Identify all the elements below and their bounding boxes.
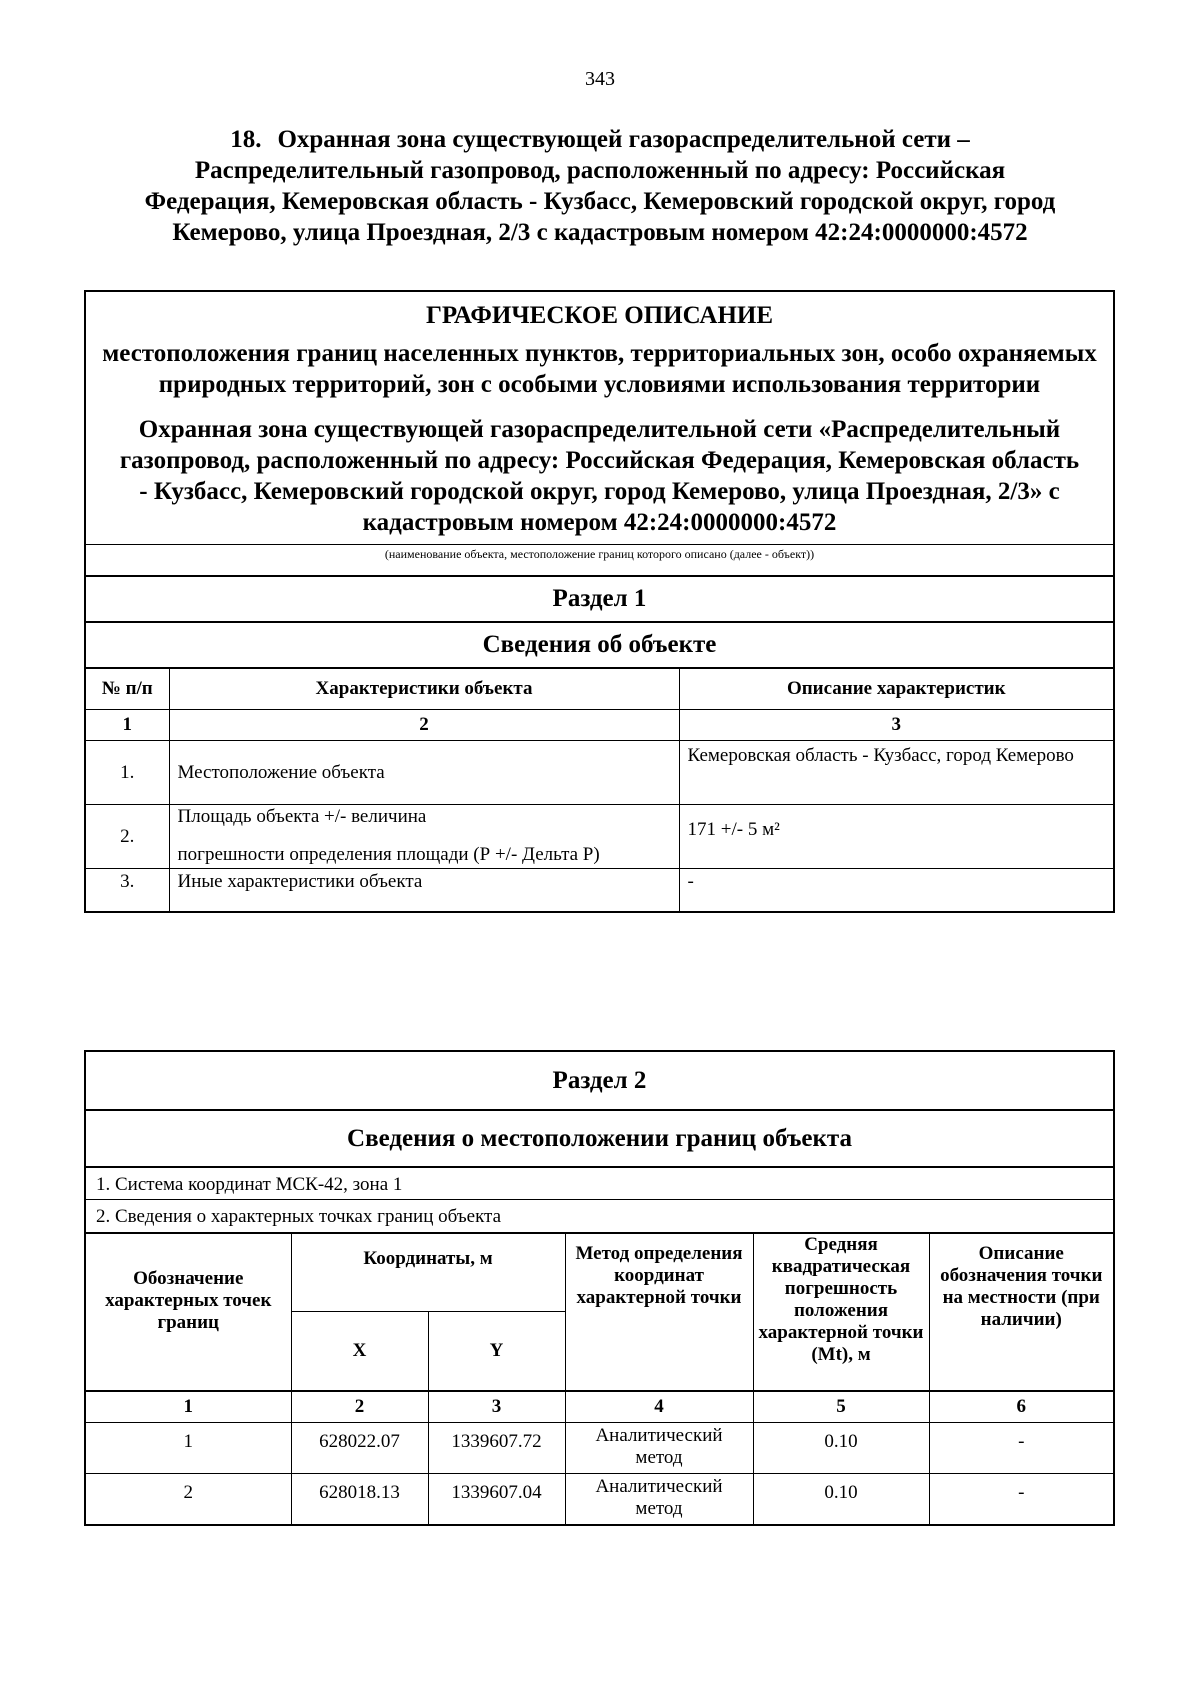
characteristic-cell: Иные характеристики объекта [169,869,679,911]
characteristic-line: Площадь объекта +/- величина [177,806,427,827]
characteristic-cell: Местоположение объекта [169,741,679,805]
column-number: 1 [86,1391,291,1423]
boundary-points-table [86,1232,1113,1524]
description-title: ГРАФИЧЕСКОЕ ОПИСАНИЕ [425,302,774,329]
description-subtitle: местоположения границ населенных пунктов, территориальных зон, особо охраняемых природных территорий, зон с особыми условиями использования территории [102,340,1097,398]
page-number: 343 [585,68,615,90]
column-number: 3 [428,1391,565,1423]
column-header-x: X [291,1311,428,1391]
column-number: 6 [929,1391,1113,1423]
description-cell: Кемеровская область - Кузбасс, город Кемерово [679,741,1113,805]
description-cell: - [679,869,1113,911]
point-cell: 1 [86,1423,291,1474]
y-cell: 1339607.04 [428,1474,565,1524]
table-row [86,741,1113,805]
heading-line: Кемерово, улица Проездная, 2/3 с кадастровым номером 42:24:0000000:4572 [172,219,1028,246]
table-row [86,1474,1113,1524]
section1-title: Раздел 1 [86,575,1113,621]
object-name: Охранная зона существующей газораспределительной сети «Распределительный газопровод, расположенный по адресу: Российская Федерация, Кемеровская область - Кузбасс, Кемеровский городской округ, город Кемерово, улица Проездная, 2/3» с кадастровым номером 42:24:0000000:4572 [119,416,1080,536]
column-header-method: Метод определения координат характерной точки [565,1233,753,1391]
table-header-row [86,1233,1113,1311]
heading-number: 18. [230,126,262,153]
column-number: 5 [753,1391,929,1423]
section2-title: Раздел 2 [552,1067,647,1094]
row-number: 2. [86,805,169,869]
column-header: Характеристики объекта [169,668,679,710]
point-description-cell: - [929,1474,1113,1524]
column-header-coordinates: Координаты, м [291,1233,565,1311]
column-number-row [86,710,1113,741]
table-row [86,805,1113,869]
x-cell: 628018.13 [291,1474,428,1524]
heading-line: Распределительный газопровод, расположенный по адресу: Российская [194,157,1006,184]
characteristic-cell [169,805,679,869]
heading-line: Охранная зона существующей газораспределительной сети – [277,126,970,153]
row-number: 3. [86,869,169,911]
table-row [86,1423,1113,1474]
column-header-description: Описание обозначения точки на местности (при наличии) [929,1233,1113,1391]
point-description-cell: - [929,1423,1113,1474]
row-number: 1. [86,741,169,805]
table-row [86,869,1113,911]
section2-subtitle: Сведения о местоположении границ объекта [86,1109,1113,1166]
y-cell: 1339607.72 [428,1423,565,1474]
points-caption: 2. Сведения о характерных точках границ объекта [86,1199,1113,1232]
description-cell: 171 +/- 5 м² [679,805,1113,869]
section1-subtitle: Сведения об объекте [86,621,1113,667]
column-number: 2 [291,1391,428,1423]
method-cell: Аналитический метод [565,1474,753,1524]
object-info-table [86,667,1113,911]
column-number: 2 [169,710,679,741]
section2-frame [84,1050,1115,1526]
characteristic-line: погрешности определения площади (Р +/- Дельта Р) [177,844,600,865]
point-cell: 2 [86,1474,291,1524]
column-number-row [86,1391,1113,1423]
column-number: 1 [86,710,169,741]
column-header-y: Y [428,1311,565,1391]
column-header: Описание характеристик [679,668,1113,710]
object-name-caption: (наименование объекта, местоположение границ которого описано (далее - объект)) [86,544,1113,575]
coordinate-system: 1. Система координат МСК-42, зона 1 [86,1166,1113,1199]
x-cell: 628022.07 [291,1423,428,1474]
heading-line: Федерация, Кемеровская область - Кузбасс, Кемеровский городской округ, город [144,188,1056,215]
table-header-row [86,668,1113,710]
column-header-error: Средняя квадратическая погрешность положения характерной точки (Mt), м [753,1233,929,1391]
column-header-point: Обозначение характерных точек границ [86,1233,291,1391]
method-cell: Аналитический метод [565,1423,753,1474]
column-number: 4 [565,1391,753,1423]
column-header: № п/п [86,668,169,710]
graphic-description-frame [84,290,1115,913]
error-cell: 0.10 [753,1474,929,1524]
document-heading [90,124,1110,248]
column-number: 3 [679,710,1113,741]
description-title-block [86,292,1113,544]
error-cell: 0.10 [753,1423,929,1474]
